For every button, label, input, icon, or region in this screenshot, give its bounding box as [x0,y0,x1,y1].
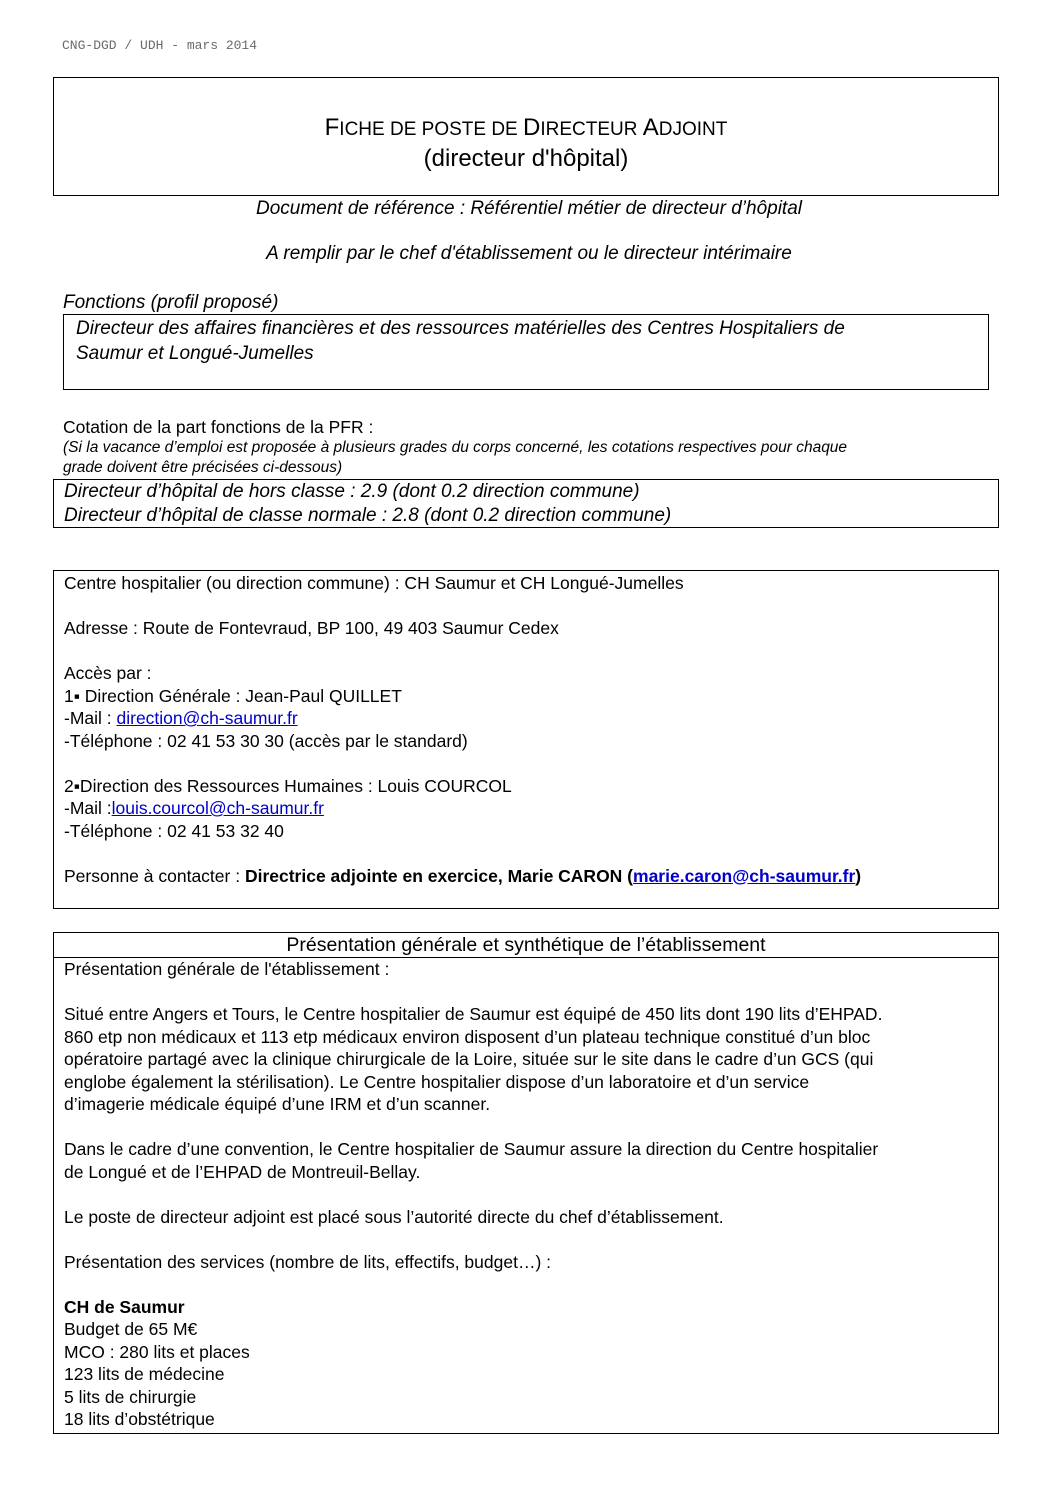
reference-document-line: Document de référence : Référentiel métier de directeur d’hôpital [255,198,802,219]
title-box [53,77,999,196]
service-item: 123 lits de médecine [64,1364,225,1384]
centre-info-box [53,570,999,909]
contact-1-phone: -Téléphone : 02 41 53 30 30 (accès par le standard) [64,730,468,751]
direction-email-link[interactable]: direction@ch-saumur.fr [116,708,298,728]
service-item: MCO : 280 lits et places [64,1341,250,1362]
centre-name: Centre hospitalier (ou direction commune) : CH Saumur et CH Longué-Jumelles [64,573,684,593]
services-label: Présentation des services (nombre de lits, effectifs, budget…) : [64,1251,551,1272]
presentation-body [54,958,998,1431]
document-title: FICHE DE POSTE DE DIRECTEUR ADJOINT [324,114,728,141]
fonctions-box [63,314,989,390]
contact-email-link[interactable]: marie.caron@ch-saumur.fr [633,865,856,886]
hr-email-link[interactable]: louis.courcol@ch-saumur.fr [111,798,324,818]
contact-2-mail: -Mail :louis.courcol@ch-saumur.fr [64,798,324,818]
presentation-subheading: Présentation générale de l'établissement : [64,959,390,979]
pfr-note: grade doivent être précisées ci-dessous) [63,459,343,476]
paragraph-line: de Longué et de l’EHPAD de Montreuil-Bellay. [64,1161,421,1182]
contact-1-mail: -Mail : direction@ch-saumur.fr [64,708,298,728]
contact-1-title: 1▪ Direction Générale : Jean-Paul QUILLET [64,685,402,706]
fonctions-label: Fonctions (profil proposé) [63,292,279,313]
service-item: 18 lits d’obstétrique [64,1409,215,1429]
document-header-reference: CNG-DGD / UDH - mars 2014 [62,38,258,53]
service-item: 5 lits de chirurgie [64,1386,197,1407]
pfr-grades-box [53,479,999,528]
presentation-box [53,932,999,1434]
paragraph-line: 860 etp non médicaux et 113 etp médicaux environ disposent d’un plateau technique constitué d’un bloc [64,1026,871,1047]
paragraph-line: opératoire partagé avec la clinique chirurgicale de la Loire, située sur le site dans le cadre d’un GCS (qui [64,1049,874,1069]
fill-instruction-line: A remplir par le chef d'établissement ou le directeur intérimaire [266,243,792,264]
service-item: Budget de 65 M€ [64,1319,198,1339]
paragraph-line: Situé entre Angers et Tours, le Centre hospitalier de Saumur est équipé de 450 lits dont 190 lits d’EHPAD. [64,1004,883,1024]
fonctions-line: Directeur des affaires financières et des ressources matérielles des Centres Hospitaliers de [76,318,845,339]
contact-2-title: 2▪Direction des Ressources Humaines : Louis COURCOL [64,775,512,796]
contact-person: Personne à contacter : Directrice adjointe en exercice, Marie CARON (marie.caron@ch-saumur.fr) [64,865,862,886]
presentation-heading: Présentation générale et synthétique de l’établissement [54,933,998,958]
paragraph-line: Le poste de directeur adjoint est placé sous l’autorité directe du chef d’établissement. [64,1206,724,1227]
access-label: Accès par : [64,663,152,683]
pfr-label: Cotation de la part fonctions de la PFR : [63,417,374,437]
pfr-note: (Si la vacance d’emploi est proposée à plusieurs grades du corps concerné, les cotations respectives pour chaque [63,439,848,456]
paragraph-line: Dans le cadre d’une convention, le Centre hospitalier de Saumur assure la direction du Centre hospitalier [64,1139,879,1159]
paragraph-line: englobe également la stérilisation). Le Centre hospitalier dispose d’un laboratoire et d’un service [64,1071,810,1092]
pfr-grade-line: Directeur d’hôpital de hors classe : 2.9 (dont 0.2 direction commune) [64,481,640,502]
paragraph-line: d’imagerie médicale équipé d’une IRM et d’un scanner. [64,1094,491,1114]
fonctions-line: Saumur et Longué-Jumelles [76,343,314,364]
centre-address: Adresse : Route de Fontevraud, BP 100, 49 403 Saumur Cedex [64,618,559,638]
contact-2-phone: -Téléphone : 02 41 53 32 40 [64,820,284,841]
document-subtitle: (directeur d'hôpital) [423,145,629,172]
ch-saumur-title: CH de Saumur [64,1296,185,1317]
pfr-grade-line: Directeur d’hôpital de classe normale : 2.8 (dont 0.2 direction commune) [64,505,672,526]
